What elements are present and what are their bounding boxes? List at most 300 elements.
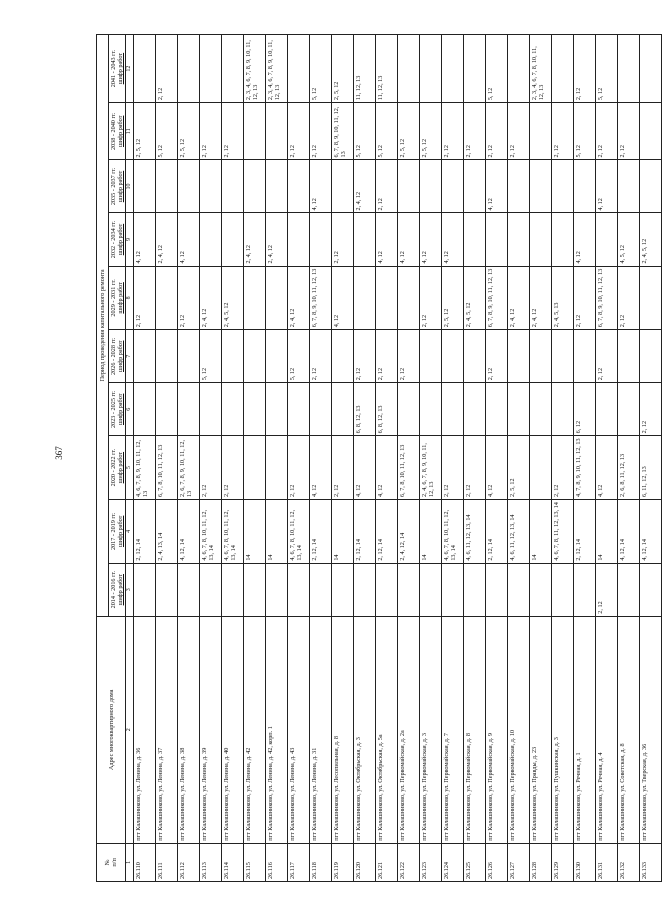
work-codes-cell: 2, 4, 12, 14 [398,499,420,563]
work-codes-cell: 2, 4, 12 [288,266,310,330]
work-codes-cell: 11, 12, 13 [376,35,398,103]
work-codes-cell [398,160,420,213]
row-number: 26.126 [486,843,508,881]
work-codes-cell: 4, 7, 8, 9, 10, 11, 12, 13 [574,436,596,500]
work-codes-cell [486,383,508,436]
work-codes-cell: 2, 5, 12 [420,103,442,160]
work-codes-cell [442,563,464,616]
row-address: пгт Калашниково, ул. Речная, д. 1 [574,616,596,843]
work-codes-cell: 5, 12 [596,35,618,103]
header-period-3 [109,383,126,436]
work-codes-cell [288,563,310,616]
work-codes-cell: 4, 12 [376,436,398,500]
work-codes-cell [332,563,354,616]
work-codes-cell [178,160,200,213]
work-codes-cell: 14 [420,499,442,563]
work-codes-cell [134,35,156,103]
work-codes-cell: 2, 12 [288,436,310,500]
period-years: 2038 - 2040 гг. [110,112,117,150]
work-codes-cell: 4, 12 [596,436,618,500]
work-codes-cell [200,35,222,103]
period-subtitle: шифр работ [117,340,125,372]
work-codes-cell: 4, 6, 7, 8, 11, 12, 13, 14 [552,499,574,563]
row-address: пгт Калашниково, ул. Первомайская, д. 9 [486,616,508,843]
work-codes-cell [464,160,486,213]
work-codes-cell: 2, 12 [552,103,574,160]
period-years: 2041 - 2043 гг. [110,49,117,88]
work-codes-cell: 4, 12 [486,436,508,500]
work-codes-cell [508,35,530,103]
work-codes-cell [134,563,156,616]
work-codes-cell [552,160,574,213]
work-codes-cell: 2, 12 [376,160,398,213]
row-number: 26.122 [398,843,420,881]
work-codes-cell [552,330,574,383]
work-codes-cell [288,160,310,213]
work-codes-cell [178,330,200,383]
work-codes-cell: 2, 12 [640,383,662,436]
work-codes-cell: 4, 12 [574,213,596,266]
work-codes-cell: 2, 12 [156,35,178,103]
work-codes-cell [640,160,662,213]
work-codes-cell: 2, 12 [398,330,420,383]
work-codes-cell: 14 [244,499,266,563]
work-codes-cell: 2, 4, 6, 7, 8, 9, 10, 11, 12, 13 [420,436,442,500]
work-codes-cell [552,35,574,103]
table-row [442,35,464,882]
work-codes-cell: 2, 12 [574,266,596,330]
period-subtitle: шифр работ [117,223,125,256]
work-codes-cell: 6, 8, 12, 13 [354,383,376,436]
work-codes-cell [464,383,486,436]
work-codes-cell [508,160,530,213]
work-codes-cell: 14 [332,499,354,563]
work-codes-cell [266,103,288,160]
row-address: пгт Калашниково, ул. Первомайская, д. 10 [508,616,530,843]
work-codes-cell: 2, 12 [464,103,486,160]
work-codes-cell [552,213,574,266]
work-codes-cell: 6, 7, 8, 9, 10, 11, 12, 13 [486,266,508,330]
work-codes-cell: 14 [596,499,618,563]
work-codes-cell [332,330,354,383]
work-codes-cell: 4, 12, 14 [640,499,662,563]
row-address: пгт Калашниково, ул. Первомайская, д. 7 [442,616,464,843]
column-number: 5 [126,436,134,500]
table-row [464,35,486,882]
header-address: Адрес многоквартирного дома [97,616,126,843]
header-period-0 [109,563,126,616]
work-codes-cell: 2, 3, 4, 6, 7, 8, 9, 10, 11, 12, 13 [244,35,266,103]
work-codes-cell: 2, 12, 14 [310,499,332,563]
work-codes-cell [530,563,552,616]
work-codes-cell: 4, 6, 11, 12, 13, 14 [508,499,530,563]
row-number: 26.125 [464,843,486,881]
header-period-2 [109,436,126,500]
work-codes-cell: 4, 12 [376,213,398,266]
work-codes-cell: 2, 12 [134,266,156,330]
work-codes-cell [156,330,178,383]
row-number: 26.115 [244,843,266,881]
work-codes-cell [266,436,288,500]
work-codes-cell: 4, 12 [310,436,332,500]
period-years: 2035 - 2037 гг. [110,167,117,206]
table-row [134,35,156,882]
work-codes-cell: 2, 4, 5, 12 [464,266,486,330]
work-codes-cell [222,563,244,616]
row-number: 26.110 [134,843,156,881]
row-address: пгт Калашниково, ул. Ленина, д. 42, корп. 1 [266,616,288,843]
work-codes-cell [552,563,574,616]
work-codes-cell: 4, 6, 7, 8, 10, 11, 12, 13, 14 [200,499,222,563]
work-codes-cell: 6, 7, 8, 9, 10, 11, 12, 13 [310,266,332,330]
work-codes-cell: 14 [266,499,288,563]
row-number: 26.123 [420,843,442,881]
work-codes-cell: 6, 7, 8, 10, 11, 12, 13 [398,436,420,500]
column-number: 11 [126,103,134,160]
work-codes-cell: 4, 6, 11, 12, 13, 14 [464,499,486,563]
work-codes-cell: 2, 12 [332,436,354,500]
work-codes-cell: 2, 12 [618,266,640,330]
work-codes-cell: 2, 12 [354,330,376,383]
row-number: 26.121 [376,843,398,881]
period-subtitle: шифр работ [117,170,125,203]
work-codes-cell [156,563,178,616]
work-codes-cell: 2, 12 [486,103,508,160]
table-row [398,35,420,882]
work-codes-cell: 2, 4, 5, 12 [640,213,662,266]
work-codes-cell: 2, 12 [310,103,332,160]
work-codes-cell: 14 [530,499,552,563]
work-codes-cell: 6, 7, 8, 9, 10, 11, 12, 13 [596,266,618,330]
work-codes-cell [156,383,178,436]
work-codes-cell [486,213,508,266]
row-address: пгт Калашниково, ул. Правды, д. 23 [530,616,552,843]
table-row [266,35,288,882]
table-row [244,35,266,882]
header-period-1 [109,499,126,563]
work-codes-cell: 2, 12 [618,103,640,160]
work-codes-cell [398,563,420,616]
period-years: 2026 - 2028 гг. [110,337,117,375]
work-codes-cell [398,35,420,103]
work-codes-cell [464,35,486,103]
work-codes-cell: 2, 12 [420,266,442,330]
header-period-group: Период проведения капитального ремонта [97,35,109,617]
work-codes-cell [222,330,244,383]
work-codes-cell [134,383,156,436]
column-number: 7 [126,330,134,383]
row-number: 26.130 [574,843,596,881]
work-codes-cell [200,563,222,616]
work-codes-cell [442,383,464,436]
work-codes-cell: 2, 12 [574,35,596,103]
work-codes-cell: 2, 4, 12 [266,213,288,266]
work-codes-cell: 2, 5, 12 [134,103,156,160]
work-codes-cell [222,160,244,213]
column-number: 9 [126,213,134,266]
period-subtitle: шифр работ [117,52,125,85]
work-codes-cell [530,103,552,160]
work-codes-cell [288,213,310,266]
work-codes-cell: 2, 12, 14 [376,499,398,563]
work-codes-cell [200,213,222,266]
period-subtitle: шифр работ [117,282,125,314]
column-number: 3 [126,563,134,616]
work-codes-cell: 4, 6, 7, 8, 10, 11, 12, 13, 14 [442,499,464,563]
work-codes-cell: 2, 4, 12 [530,266,552,330]
work-codes-cell: 2, 6, 7, 8, 9, 10, 11, 12, 13 [178,436,200,500]
work-codes-cell [376,563,398,616]
table-row [156,35,178,882]
work-codes-cell: 4, 12 [354,436,376,500]
work-codes-cell: 2, 5, 12 [508,436,530,500]
row-number: 26.119 [332,843,354,881]
work-codes-cell: 4, 5, 12 [618,213,640,266]
rotated-document [96,34,649,882]
column-number: 4 [126,499,134,563]
work-codes-cell [134,330,156,383]
header-number: № п/п [97,843,126,881]
work-codes-cell: 2, 12, 14 [574,499,596,563]
work-codes-cell: 2, 12 [596,103,618,160]
work-codes-cell [442,160,464,213]
work-codes-cell: 2, 12 [310,330,332,383]
table-row [376,35,398,882]
row-number: 26.128 [530,843,552,881]
work-codes-cell [420,330,442,383]
page-number: 367 [54,446,64,460]
table-row [530,35,552,882]
work-codes-cell [640,330,662,383]
work-codes-cell: 5, 12 [354,103,376,160]
work-codes-cell [354,563,376,616]
work-codes-cell [288,383,310,436]
work-codes-cell: 4, 12 [442,213,464,266]
work-codes-cell [310,213,332,266]
work-codes-cell: 2, 4, 12 [244,213,266,266]
work-codes-cell [354,266,376,330]
work-codes-cell [618,383,640,436]
table-row [486,35,508,882]
row-number: 26.129 [552,843,574,881]
work-codes-cell [266,383,288,436]
work-codes-cell [156,266,178,330]
work-codes-cell: 2, 12 [200,436,222,500]
work-codes-cell [574,160,596,213]
work-codes-cell [156,160,178,213]
row-address: пгт Калашниково, ул. Ленина, д. 43 [288,616,310,843]
table-row [508,35,530,882]
work-codes-cell [310,563,332,616]
work-codes-cell [200,383,222,436]
work-codes-cell: 2, 12 [596,563,618,616]
work-codes-cell: 2, 5, 12 [178,103,200,160]
table-row [354,35,376,882]
work-codes-cell: 2, 12 [288,103,310,160]
work-codes-cell: 5, 12 [376,103,398,160]
work-codes-cell [266,160,288,213]
period-subtitle: шифр работ [117,393,125,426]
work-codes-cell [134,160,156,213]
work-codes-cell: 6, 11, 12, 13 [640,436,662,500]
work-codes-cell: 2, 12 [332,213,354,266]
work-codes-cell: 4, 12 [486,160,508,213]
work-codes-cell [464,330,486,383]
work-codes-cell [244,436,266,500]
column-number: 1 [126,843,134,881]
row-number: 26.118 [310,843,332,881]
table-row [552,35,574,882]
work-codes-cell: 4, 12 [596,160,618,213]
table-row [288,35,310,882]
row-number: 26.116 [266,843,288,881]
row-address: пгт Калашниково, ул. Ленина, д. 37 [156,616,178,843]
work-codes-cell: 2, 12 [442,436,464,500]
column-number: 6 [126,383,134,436]
period-years: 2023 - 2025 гг. [110,390,117,428]
work-codes-cell: 2, 12 [222,436,244,500]
work-codes-cell: 4, 6, 7, 8, 10, 11, 12, 13, 14 [222,499,244,563]
work-codes-cell [508,563,530,616]
work-codes-cell [442,35,464,103]
work-codes-cell: 2, 12 [508,103,530,160]
row-address: пгт Калашниково, ул. Советская, д. 8 [618,616,640,843]
work-codes-cell [420,160,442,213]
work-codes-cell: 4, 12 [420,213,442,266]
row-number: 26.133 [640,843,662,881]
work-codes-cell: 6, 12 [574,383,596,436]
work-codes-cell [618,563,640,616]
period-subtitle: шифр работ [117,115,125,148]
work-codes-cell: 5, 12 [486,35,508,103]
work-codes-cell: 2, 12, 14 [134,499,156,563]
work-codes-cell: 2, 12 [178,266,200,330]
work-codes-cell [596,383,618,436]
work-codes-cell [266,266,288,330]
header-period-6 [109,213,126,266]
table-row [420,35,442,882]
row-address: пгт Калашниково, ул. Ленина, д. 31 [310,616,332,843]
header-period-4 [109,330,126,383]
column-number: 12 [126,35,134,103]
period-subtitle: шифр работ [117,573,125,606]
work-codes-cell [398,383,420,436]
work-codes-cell: 2, 12 [442,103,464,160]
header-period-5 [109,266,126,330]
work-codes-cell: 2, 12 [552,436,574,500]
work-codes-cell: 2, 5, 12 [398,103,420,160]
work-codes-cell [266,563,288,616]
work-codes-cell: 2, 4, 12 [200,266,222,330]
period-subtitle: шифр работ [117,451,125,484]
header-period-8 [109,103,126,160]
work-codes-cell: 2, 4, 12 [508,266,530,330]
header-period-9 [109,35,126,103]
row-address: пгт Калашниково, ул. Тверская, д. 36 [640,616,662,843]
row-address: пгт Калашниково, ул. Лесопильная, д. 8 [332,616,354,843]
row-number: 26.132 [618,843,640,881]
work-codes-cell [288,35,310,103]
row-number: 26.127 [508,843,530,881]
row-address: пгт Калашниково, ул. Первомайская, д. 3 [420,616,442,843]
work-codes-cell [310,383,332,436]
work-codes-cell: 2, 12 [486,330,508,383]
work-codes-cell [178,383,200,436]
row-number: 26.111 [156,843,178,881]
work-codes-cell: 4, 6, 7, 8, 9, 10, 11, 12, 13 [134,436,156,500]
work-codes-cell: 2, 3, 4, 6, 7, 8, 10, 11, 12, 13 [530,35,552,103]
row-address: пгт Калашниково, ул. Октябрьская, д. 3 [354,616,376,843]
table-row [178,35,200,882]
work-codes-cell [178,35,200,103]
work-codes-cell: 4, 6, 7, 8, 10, 11, 12, 13, 14 [288,499,310,563]
work-codes-cell: 2, 12 [376,330,398,383]
work-codes-cell [244,160,266,213]
work-codes-cell: 2, 6, 8, 11, 12, 13 [618,436,640,500]
row-address: пгт Калашниково, ул. Октябрьская, д. 5а [376,616,398,843]
work-codes-cell [442,330,464,383]
work-codes-cell [222,213,244,266]
work-codes-cell [420,35,442,103]
row-address: пгт Калашниково, ул. Ленина, д. 42 [244,616,266,843]
work-codes-cell [640,103,662,160]
row-address: пгт Калашниково, ул. Речная, д. 4 [596,616,618,843]
row-number: 26.112 [178,843,200,881]
work-codes-cell [332,383,354,436]
table-row [574,35,596,882]
work-codes-cell [464,213,486,266]
row-address: пгт Калашниково, ул. Первомайская, д. 2а [398,616,420,843]
work-codes-cell: 5, 12 [310,35,332,103]
work-codes-cell: 11, 12, 13 [354,35,376,103]
period-years: 2020 - 2022 гг. [110,448,117,487]
work-codes-cell: 2, 4, 12 [354,160,376,213]
work-codes-cell [530,160,552,213]
column-number: 2 [126,616,134,843]
work-codes-cell [244,330,266,383]
work-codes-cell [178,563,200,616]
work-codes-cell [530,213,552,266]
period-years: 2029 - 2031 гг. [110,279,117,317]
work-codes-cell: 2, 5, 12 [332,35,354,103]
row-address: пгт Калашниково, ул. Ленина, д. 36 [134,616,156,843]
row-number: 26.113 [200,843,222,881]
row-address: пгт Калашниково, ул. Ленина, д. 40 [222,616,244,843]
table-row [200,35,222,882]
period-years: 2017 - 2019 гг. [110,512,117,551]
work-codes-cell [244,563,266,616]
work-codes-cell [420,383,442,436]
work-codes-cell [222,35,244,103]
table-row [596,35,618,882]
work-codes-cell [398,266,420,330]
row-address: пгт Калашниково, ул. Пушкинская, д. 3 [552,616,574,843]
work-codes-cell [574,330,596,383]
work-codes-cell [420,563,442,616]
row-address: пгт Калашниково, ул. Ленина, д. 39 [200,616,222,843]
work-codes-cell: 2, 12 [200,103,222,160]
work-codes-cell [266,330,288,383]
work-codes-cell [596,213,618,266]
work-codes-cell: 2, 4, 5, 13 [552,266,574,330]
work-codes-cell: 2, 4, 5, 12 [222,266,244,330]
work-codes-cell: 5, 12 [156,103,178,160]
work-codes-cell [508,213,530,266]
table-row [618,35,640,882]
work-codes-cell [574,563,596,616]
work-codes-cell [530,436,552,500]
work-codes-cell: 2, 12, 14 [354,499,376,563]
